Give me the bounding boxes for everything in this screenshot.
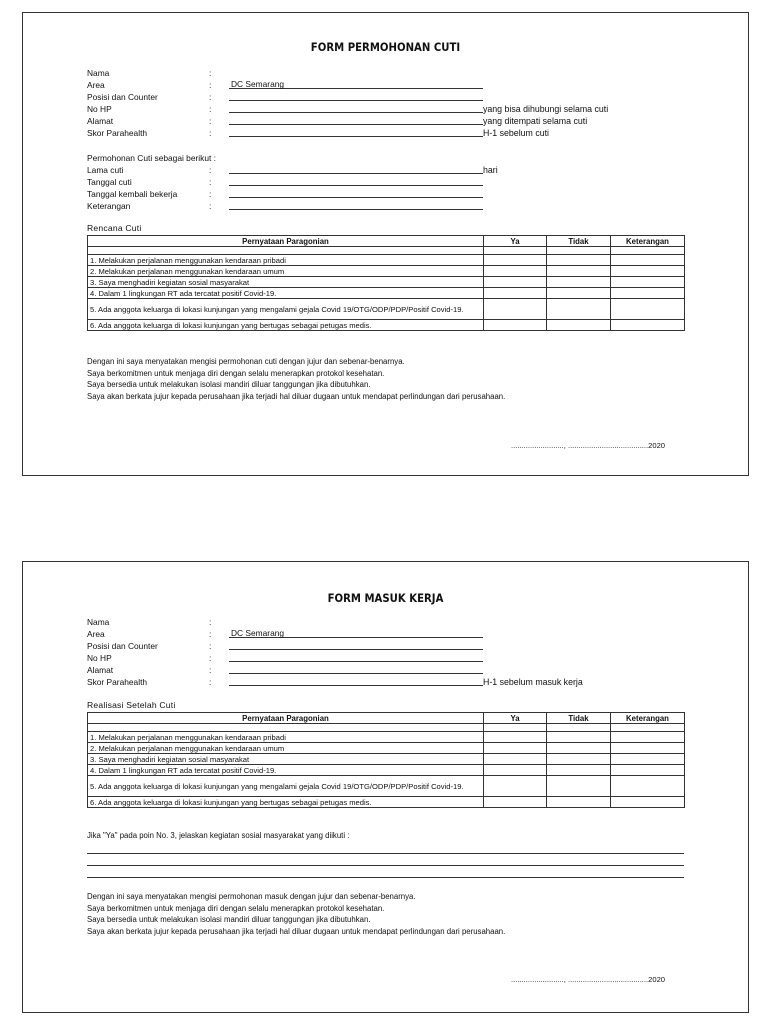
field-label: Skor Parahealth (87, 677, 148, 687)
declaration-line: Saya berkomitmen untuk menjaga diri dengan selalu menerapkan protokol kesehatan. (87, 368, 385, 378)
answer-line[interactable] (87, 877, 684, 878)
field-label: Keterangan (87, 201, 131, 211)
declaration-line: Dengan ini saya menyatakan mengisi permohonan masuk dengan jujur dan sebenar-benarnya. (87, 892, 416, 901)
remark-cell[interactable] (611, 765, 685, 776)
field-label: No HP (87, 653, 112, 663)
declaration-line: Saya akan berkata jujur kepada perusahaan jika terjadi hal diluar dugaan untuk mendapat perlindungan dari perusahaan. (87, 926, 506, 936)
declaration-line: Saya bersedia untuk melakukan isolasi mandiri diluar tanggungan jika dibutuhkan. (87, 915, 371, 924)
remark-cell[interactable] (611, 743, 685, 754)
section-label: Rencana Cuti (87, 223, 142, 233)
remark-cell[interactable] (611, 320, 685, 331)
column-header: Ya (484, 713, 547, 724)
table-row (88, 266, 685, 277)
no-cell[interactable] (547, 288, 611, 299)
no-cell[interactable] (547, 776, 611, 797)
no-cell[interactable] (547, 255, 611, 266)
field-label: No HP (87, 104, 112, 114)
field-input[interactable] (229, 127, 483, 137)
field-label: Nama (87, 68, 110, 78)
statement-table (87, 712, 685, 808)
yes-cell[interactable] (484, 743, 547, 754)
remark-cell[interactable] (611, 299, 685, 320)
answer-line[interactable] (87, 853, 684, 854)
field-input[interactable] (229, 200, 483, 210)
field-input[interactable] (229, 103, 483, 113)
declaration-block (87, 356, 505, 402)
field-note: yang bisa dihubungi selama cuti (483, 104, 609, 114)
no-cell[interactable] (547, 754, 611, 765)
yes-cell[interactable] (484, 765, 547, 776)
declaration-line: Saya akan berkata jujur kepada perusahaan jika terjadi hal diluar dugaan untuk mendapat perlindungan dari perusahaan. (87, 391, 506, 401)
field-label: Posisi dan Counter (87, 92, 158, 102)
table-row (88, 277, 685, 288)
statement-text: 5. Ada anggota keluarga di lokasi kunjungan yang mengalami gejala Covid 19/OTG/ODP/PDP/Positif Covid-19. (88, 299, 484, 320)
field-label: Alamat (87, 665, 114, 675)
form-masuk-kerja: FORM MASUK KERJA Nama : Area : DC Semarang Posisi dan Counter : No HP : Alamat : Skor Parahealth : H-1 sebelum masuk kerja Realisasi Setelah Cuti Pernyataan Paragonian Ya Tidak Keterangan 1. Melakukan perjalanan menggunakan kendaraan pribadi 2. Melakukan perjalanan menggunakan kendaraan umum 3. Saya menghadiri kegiatan sosial masyarakat 4. Dalam 1 lingkungan RT ada tercatat positif Covid-19. 5. Ada anggota keluarga di lokasi kunjungan yang mengalami gejala Covid 19/OTG/ODP/PDP/Positif Covid-19. 6. Ada anggota keluarga di lokasi kunjungan yang bertugas sebagai petugas medis. Jika "Ya" pada poin No. 3, jelaskan kegiatan sosial masyarakat yang diikuti : Dengan ini saya menyatakan mengisi permohonan masuk dengan jujur dan sebenar-benarnya. Saya berkomitmen untuk menjaga diri dengan selalu menerapkan protokol kesehatan. Saya bersedia untuk melakukan isolasi mandiri diluar tanggungan jika dibutuhkan. Saya akan berkata jujur kepada perusahaan jika terjadi hal diluar dugaan untuk mendapat perlindungan dari perusahaan. ........................., ......................................2020 (22, 561, 749, 1013)
field-label: Area (87, 629, 105, 639)
field-note: H-1 sebelum cuti (483, 128, 550, 138)
yes-cell[interactable] (484, 732, 547, 743)
field-label: Skor Parahealth (87, 128, 148, 138)
field-input[interactable] (229, 652, 483, 662)
statement-text: 3. Saya menghadiri kegiatan sosial masyarakat (88, 754, 484, 765)
field-input[interactable]: DC Semarang (229, 628, 483, 638)
table-row (88, 320, 685, 331)
yes-cell[interactable] (484, 797, 547, 808)
statement-text: 3. Saya menghadiri kegiatan sosial masyarakat (88, 277, 484, 288)
remark-cell[interactable] (611, 776, 685, 797)
column-header: Keterangan (611, 236, 685, 247)
yes-cell[interactable] (484, 776, 547, 797)
field-input[interactable] (229, 616, 483, 626)
yes-cell[interactable] (484, 288, 547, 299)
remark-cell[interactable] (611, 732, 685, 743)
statement-text: 4. Dalam 1 lingkungan RT ada tercatat positif Covid-19. (88, 765, 484, 776)
yes-cell[interactable] (484, 320, 547, 331)
field-input[interactable] (229, 676, 483, 686)
table-row (88, 765, 685, 776)
signature-date: ........................., ......................................2020 (511, 975, 666, 984)
statement-table (87, 235, 685, 331)
field-input[interactable] (229, 67, 483, 77)
field-input[interactable] (229, 664, 483, 674)
signature-date: ........................., ......................................2020 (511, 441, 666, 450)
field-label: Alamat (87, 116, 114, 126)
section-label: Realisasi Setelah Cuti (87, 700, 176, 710)
statement-text: 6. Ada anggota keluarga di lokasi kunjungan yang bertugas sebagai petugas medis. (88, 320, 484, 331)
field-label: Tanggal cuti (87, 177, 132, 187)
yes-cell[interactable] (484, 255, 547, 266)
field-note: H-1 sebelum masuk kerja (483, 677, 583, 687)
form-title: FORM PERMOHONAN CUTI (310, 40, 461, 54)
remark-cell[interactable] (611, 277, 685, 288)
declaration-line: Saya berkomitmen untuk menjaga diri dengan selalu menerapkan protokol kesehatan. (87, 903, 385, 913)
statement-text: 4. Dalam 1 lingkungan RT ada tercatat positif Covid-19. (88, 288, 484, 299)
remark-cell[interactable] (611, 266, 685, 277)
form-title: FORM MASUK KERJA (327, 591, 444, 605)
field-input[interactable] (229, 640, 483, 650)
no-cell[interactable] (547, 299, 611, 320)
no-cell[interactable] (547, 743, 611, 754)
table-row (88, 299, 685, 320)
column-header: Tidak (547, 236, 611, 247)
remark-cell[interactable] (611, 255, 685, 266)
field-input[interactable] (229, 176, 483, 186)
table-row (88, 754, 685, 765)
column-header: Pernyataan Paragonian (88, 713, 484, 724)
no-cell[interactable] (547, 797, 611, 808)
column-header: Keterangan (611, 713, 685, 724)
yes-cell[interactable] (484, 754, 547, 765)
column-header: Pernyataan Paragonian (88, 236, 484, 247)
statement-text: 6. Ada anggota keluarga di lokasi kunjungan yang bertugas sebagai petugas medis. (88, 797, 484, 808)
yes-cell[interactable] (484, 299, 547, 320)
field-label: Posisi dan Counter (87, 641, 158, 651)
table-row (88, 797, 685, 808)
table-row (88, 255, 685, 266)
declaration-line: Saya bersedia untuk melakukan isolasi mandiri diluar tanggungan jika dibutuhkan. (87, 380, 371, 389)
field-label: Tanggal kembali bekerja (87, 189, 178, 199)
no-cell[interactable] (547, 266, 611, 277)
field-input[interactable] (229, 188, 483, 198)
remark-cell[interactable] (611, 797, 685, 808)
field-label: Area (87, 80, 105, 90)
remark-cell[interactable] (611, 754, 685, 765)
question-text: Jika "Ya" pada poin No. 3, jelaskan kegiatan sosial masyarakat yang diikuti : (87, 831, 350, 840)
table-row (88, 732, 685, 743)
column-header: Ya (484, 236, 547, 247)
statement-text: 1. Melakukan perjalanan menggunakan kendaraan pribadi (88, 255, 484, 266)
field-note: hari (483, 165, 498, 175)
declaration-block (87, 891, 505, 937)
yes-cell[interactable] (484, 277, 547, 288)
statement-text: 2. Melakukan perjalanan menggunakan kendaraan umum (88, 743, 484, 754)
field-note: yang ditempati selama cuti (483, 116, 588, 126)
statement-text: 1. Melakukan perjalanan menggunakan kendaraan pribadi (88, 732, 484, 743)
declaration-line: Dengan ini saya menyatakan mengisi permohonan cuti dengan jujur dan sebenar-benarnya. (87, 357, 405, 366)
table-header-row (88, 236, 685, 247)
form-permohonan-cuti: FORM PERMOHONAN CUTI Nama : Area : DC Semarang Posisi dan Counter : No HP : yang bisa dihubungi selama cuti Alamat : yang ditempati selama cuti Skor Parahealth : H-1 sebelum cuti Permohonan Cuti sebagai berikut : Lama cuti : hari Tanggal cuti : Tanggal kembali bekerja : Keterangan : Rencana Cuti Pernyataan Paragonian Ya Tidak Keterangan 1. Melakukan perjalanan menggunakan kendaraan pribadi 2. Melakukan perjalanan menggunakan kendaraan umum 3. Saya menghadiri kegiatan sosial masyarakat 4. Dalam 1 lingkungan RT ada tercatat positif Covid-19. 5. Ada anggota keluarga di lokasi kunjungan yang mengalami gejala Covid 19/OTG/ODP/PDP/Positif Covid-19. 6. Ada anggota keluarga di lokasi kunjungan yang bertugas sebagai petugas medis. Dengan ini saya menyatakan mengisi permohonan cuti dengan jujur dan sebenar-benarnya. Saya berkomitmen untuk menjaga diri dengan selalu menerapkan protokol kesehatan. Saya bersedia untuk melakukan isolasi mandiri diluar tanggungan jika dibutuhkan. Saya akan berkata jujur kepada perusahaan jika terjadi hal diluar dugaan untuk mendapat perlindungan dari perusahaan. ........................., ......................................2020 (22, 12, 749, 476)
field-input[interactable] (229, 164, 483, 174)
no-cell[interactable] (547, 277, 611, 288)
request-heading: Permohonan Cuti sebagai berikut : (87, 153, 216, 163)
statement-text: 2. Melakukan perjalanan menggunakan kendaraan umum (88, 266, 484, 277)
table-row (88, 743, 685, 754)
field-input[interactable] (229, 115, 483, 125)
column-header: Tidak (547, 713, 611, 724)
field-label: Nama (87, 617, 110, 627)
field-input[interactable]: DC Semarang (229, 79, 483, 89)
field-label: Lama cuti (87, 165, 124, 175)
table-header-row (88, 713, 685, 724)
statement-text: 5. Ada anggota keluarga di lokasi kunjungan yang mengalami gejala Covid 19/OTG/ODP/PDP/Positif Covid-19. (88, 776, 484, 797)
table-row (88, 776, 685, 797)
answer-line[interactable] (87, 865, 684, 866)
yes-cell[interactable] (484, 266, 547, 277)
no-cell[interactable] (547, 320, 611, 331)
no-cell[interactable] (547, 765, 611, 776)
remark-cell[interactable] (611, 288, 685, 299)
no-cell[interactable] (547, 732, 611, 743)
field-input[interactable] (229, 91, 483, 101)
table-row (88, 288, 685, 299)
